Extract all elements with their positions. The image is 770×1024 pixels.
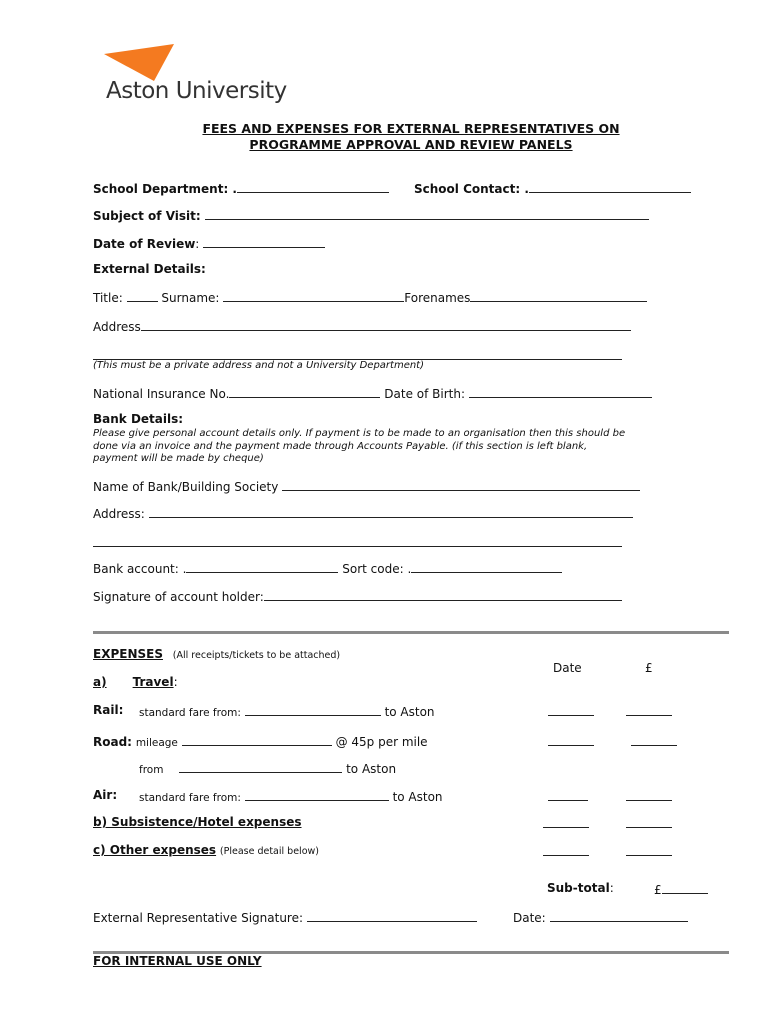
bank-details-note (93, 428, 625, 466)
rail-date-field[interactable] (548, 703, 594, 716)
road-from-row (139, 760, 396, 776)
account-signature-field[interactable] (264, 588, 622, 601)
date-of-review-field[interactable] (203, 235, 325, 248)
expenses-heading-row (93, 647, 340, 661)
bank-note-line3: payment will be made by cheque) (93, 453, 264, 464)
school-department-row (93, 180, 389, 196)
surname-field[interactable] (223, 289, 404, 302)
subtotal-field[interactable] (662, 881, 708, 894)
ni-number-field[interactable] (229, 385, 380, 398)
bank-address-field-line2[interactable] (93, 534, 622, 547)
air-from-field[interactable] (245, 788, 389, 801)
ni-number-label: National Insurance No. (93, 387, 230, 401)
account-row (93, 560, 562, 576)
account-signature-label: Signature of account holder: (93, 590, 264, 604)
rail-from-field[interactable] (245, 703, 381, 716)
internal-use-heading: FOR INTERNAL USE ONLY (93, 954, 262, 968)
subsistence-date-field[interactable] (543, 815, 589, 828)
ni-dob-row (93, 385, 652, 401)
forenames-field[interactable] (470, 289, 647, 302)
subtotal-label: Sub-total (547, 881, 610, 895)
subtotal-row (547, 881, 614, 895)
bank-address-field-line1[interactable] (149, 505, 633, 518)
other-expenses-row (93, 843, 319, 857)
ext-signature-label: External Representative Signature: (93, 911, 304, 925)
subsistence-heading: b) Subsistence/Hotel expenses (93, 815, 302, 829)
subject-of-visit-field[interactable] (205, 207, 649, 220)
travel-colon: : (173, 675, 178, 689)
subtotal-colon: : (609, 881, 614, 895)
other-date-field[interactable] (543, 843, 589, 856)
bank-details-heading: Bank Details: (93, 412, 184, 426)
date-column-header: Date (553, 661, 582, 675)
address-field-line2[interactable] (93, 347, 622, 360)
receipts-note: (All receipts/tickets to be attached) (172, 650, 341, 661)
school-department-field[interactable] (237, 180, 389, 193)
bank-name-row (93, 478, 640, 494)
form-title-line2: PROGRAMME APPROVAL AND REVIEW PANELS (249, 137, 573, 152)
account-signature-row (93, 588, 622, 604)
subject-of-visit-row (93, 207, 649, 223)
expenses-heading: EXPENSES (93, 647, 163, 661)
school-department-label: School Department: . (93, 182, 237, 196)
rail-fare-label: standard fare from: (139, 707, 241, 719)
other-expenses-note: (Please detail below) (219, 846, 319, 857)
road-to-aston: to Aston (346, 762, 397, 776)
bank-account-label: Bank account: . (93, 562, 187, 576)
other-expenses-heading: c) Other expenses (93, 843, 217, 857)
sort-code-label: Sort code: . (342, 562, 412, 576)
road-from-label: from (139, 764, 164, 776)
pound-column-header: £ (645, 661, 653, 675)
travel-heading-row (93, 675, 178, 689)
mileage-label: mileage (135, 737, 178, 749)
road-amount-field[interactable] (631, 733, 677, 746)
ext-signature-row (93, 909, 477, 925)
other-amount-field[interactable] (626, 843, 672, 856)
address-row (93, 318, 631, 334)
address-field-line1[interactable] (141, 318, 631, 331)
air-row (139, 788, 443, 804)
school-contact-field[interactable] (529, 180, 691, 193)
travel-letter: a) (93, 675, 107, 689)
ext-signature-field[interactable] (307, 909, 477, 922)
subsistence-amount-field[interactable] (626, 815, 672, 828)
road-label: Road: (93, 735, 132, 749)
address-note: (This must be a private address and not a University Department) (93, 360, 425, 371)
subtotal-field-row (654, 881, 708, 897)
form-title-line1: FEES AND EXPENSES FOR EXTERNAL REPRESENTATIVES ON (202, 121, 620, 136)
bank-address-row (93, 505, 633, 521)
name-row (93, 289, 647, 305)
rail-row (139, 703, 435, 719)
section-divider-1 (93, 631, 729, 634)
subtotal-pound: £ (654, 883, 662, 897)
road-row (93, 733, 428, 749)
sort-code-field[interactable] (411, 560, 562, 573)
school-contact-label: School Contact: . (414, 182, 529, 196)
bank-address-label: Address: (93, 507, 145, 521)
bank-note-line1: Please give personal account details only. If payment is to be made to an organisation then this should be (93, 428, 626, 439)
bank-note-line2: done via an invoice and the payment made through Accounts Payable. (if this section is left blank, (93, 440, 588, 452)
surname-label: Surname: (161, 291, 220, 305)
ext-date-label: Date: (513, 911, 546, 925)
dob-field[interactable] (469, 385, 652, 398)
rail-label: Rail: (93, 703, 124, 717)
forenames-label: Forenames (404, 291, 471, 305)
dob-label: Date of Birth: (384, 387, 465, 401)
air-fare-label: standard fare from: (139, 792, 241, 804)
road-date-field[interactable] (548, 733, 594, 746)
date-of-review-row (93, 235, 325, 251)
address-label: Address (93, 320, 141, 334)
ext-date-field[interactable] (550, 909, 688, 922)
date-of-review-colon: : (195, 237, 200, 251)
title-label: Title: (93, 291, 123, 305)
school-contact-row (414, 180, 691, 196)
logo-text: Aston University (106, 78, 287, 104)
bank-account-field[interactable] (186, 560, 338, 573)
subject-of-visit-label: Subject of Visit: (93, 209, 201, 223)
mileage-rate: @ 45p per mile (335, 735, 428, 749)
ext-date-row (513, 909, 688, 925)
bank-name-field[interactable] (282, 478, 640, 491)
bank-name-label: Name of Bank/Building Society (93, 480, 279, 494)
mileage-field[interactable] (182, 733, 332, 746)
air-date-field[interactable] (548, 788, 588, 801)
rail-to-aston: to Aston (384, 705, 435, 719)
air-amount-field[interactable] (626, 788, 672, 801)
external-details-heading: External Details: (93, 262, 206, 276)
road-from-field[interactable] (179, 760, 342, 773)
air-label: Air: (93, 788, 118, 802)
air-to-aston: to Aston (392, 790, 443, 804)
date-of-review-label: Date of Review (93, 237, 196, 251)
travel-heading: Travel (132, 675, 174, 689)
title-field[interactable] (127, 289, 158, 302)
logo-triangle-icon (104, 44, 176, 82)
rail-amount-field[interactable] (626, 703, 672, 716)
